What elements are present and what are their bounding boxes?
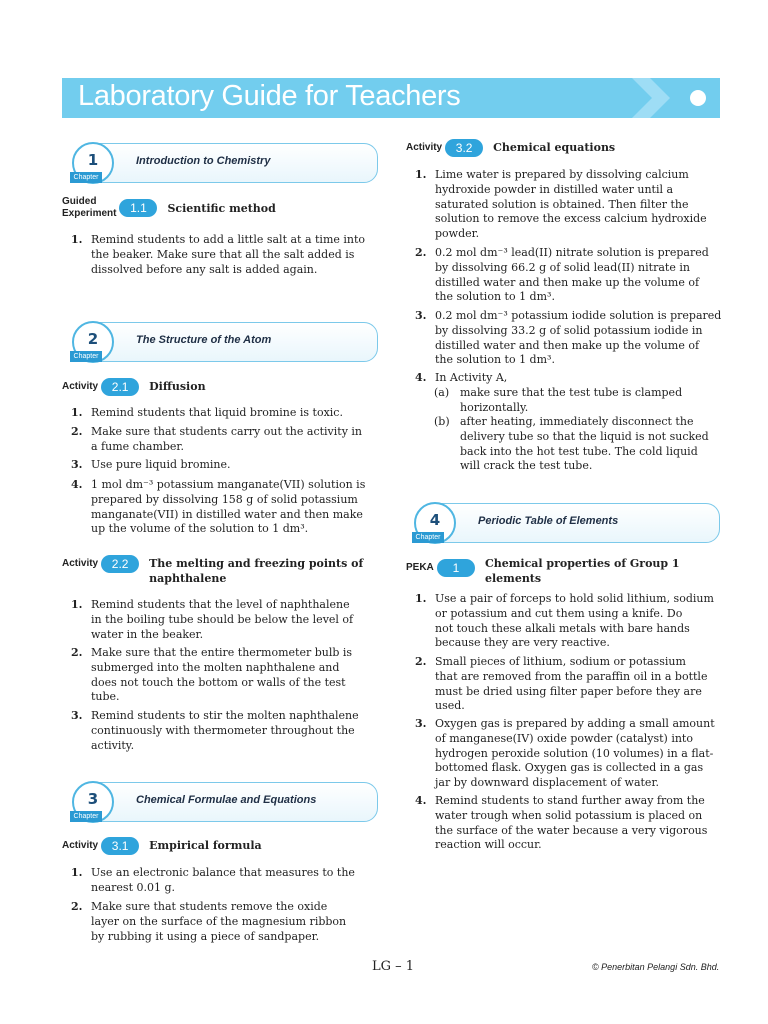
activity-badge: 1 bbox=[437, 559, 475, 577]
copyright: © Penerbitan Pelangi Sdn. Bhd. bbox=[592, 962, 720, 972]
activity-badge: 1.1 bbox=[119, 199, 157, 217]
activity-2-1: Activity 2.1 Diffusion bbox=[62, 380, 206, 394]
chapter-title: Periodic Table of Elements bbox=[478, 515, 619, 527]
chapter-4-header bbox=[414, 503, 720, 543]
chapter-number: 2 bbox=[87, 330, 99, 348]
chapter-title: Introduction to Chemistry bbox=[136, 155, 271, 167]
activity-badge: 3.1 bbox=[101, 837, 139, 855]
chevron-right-icon bbox=[632, 78, 672, 118]
activity-title: Scientific method bbox=[167, 202, 276, 215]
chapter-title: Chemical Formulae and Equations bbox=[136, 794, 317, 806]
activity-2-2: Activity 2.2 The melting and freezing points of naphthalene bbox=[62, 557, 364, 585]
page-number: LG – 1 bbox=[372, 959, 415, 974]
activity-badge: 2.2 bbox=[101, 555, 139, 573]
guided-experiment-1-1: Guided Experiment 1.1 Scientific method bbox=[62, 196, 276, 219]
chapter-number: 3 bbox=[87, 790, 99, 808]
chapter-label: Chapter bbox=[70, 172, 102, 183]
activity-badge: 2.1 bbox=[101, 378, 139, 396]
activity-3-1: Activity 3.1 Empirical formula bbox=[62, 839, 262, 853]
activity-badge: 3.2 bbox=[445, 139, 483, 157]
chapter-title: The Structure of the Atom bbox=[136, 334, 272, 346]
chapter-1-header bbox=[72, 143, 378, 183]
chapter-number: 1 bbox=[87, 151, 99, 169]
activity-title: Chemical equations bbox=[493, 141, 616, 154]
chapter-2-header bbox=[72, 322, 378, 362]
chapter-label: Chapter bbox=[70, 351, 102, 362]
chapter-3-header bbox=[72, 782, 378, 822]
page-title: Laboratory Guide for Teachers bbox=[78, 80, 461, 112]
activity-title: Diffusion bbox=[149, 380, 206, 393]
activity-3-2: Activity 3.2 Chemical equations bbox=[406, 141, 616, 155]
activity-title: The melting and freezing points of naphthalene bbox=[149, 557, 364, 585]
header-banner bbox=[62, 78, 720, 118]
activity-title: Empirical formula bbox=[149, 839, 262, 852]
activity-title: Chemical properties of Group 1 elements bbox=[485, 557, 680, 585]
peka-1: PEKA 1 Chemical properties of Group 1 elements bbox=[406, 557, 680, 585]
dot-icon bbox=[690, 90, 706, 106]
chapter-label: Chapter bbox=[412, 532, 444, 543]
chapter-number: 4 bbox=[429, 511, 441, 529]
chapter-label: Chapter bbox=[70, 811, 102, 822]
